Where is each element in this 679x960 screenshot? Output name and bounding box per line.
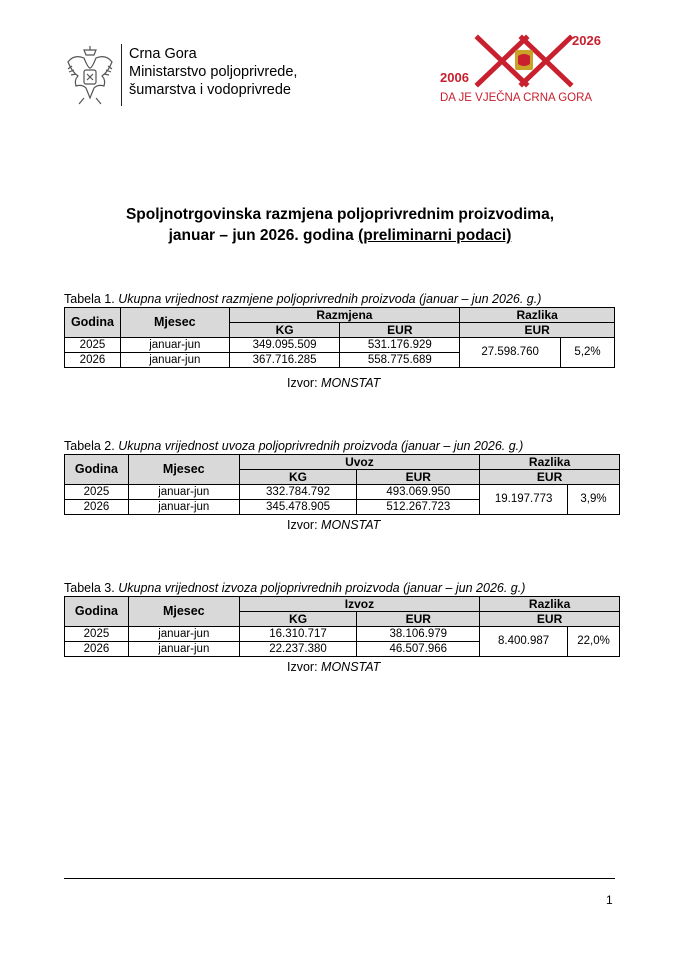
table-3-header-kg: KG	[239, 612, 357, 627]
table-3-header-godina: Godina	[65, 597, 129, 627]
table-1-row2-year: 2026	[65, 353, 121, 368]
table-1-source	[287, 376, 380, 390]
table-2-diff-percent: 3,9%	[568, 485, 620, 515]
table-1-caption	[64, 292, 541, 306]
table-2-header-eur: EUR	[357, 470, 480, 485]
table-row	[65, 627, 620, 642]
table-3-source-name: MONSTAT	[321, 660, 381, 674]
table-1	[64, 307, 615, 368]
table-1-header-razlika: Razlika	[460, 308, 615, 323]
table-3-caption	[64, 581, 525, 595]
table-1-label: Tabela 1.	[64, 292, 115, 306]
jubilee-year-end: 2026	[572, 33, 601, 48]
table-2-header-mjesec: Mjesec	[128, 455, 239, 485]
jubilee-tagline: DA JE VJEČNA CRNA GORA	[440, 92, 593, 104]
ministry-name-line1: Ministarstvo poljoprivrede,	[129, 64, 298, 80]
table-1-source-prefix: Izvor:	[287, 376, 318, 390]
table-2-row2-kg: 345.478.905	[239, 500, 357, 515]
table-1-row1-year: 2025	[65, 338, 121, 353]
table-3-row2-kg: 22.237.380	[239, 642, 357, 657]
table-1-diff-percent: 5,2%	[561, 338, 615, 368]
page-number: 1	[606, 893, 613, 907]
table-2-row1-eur: 493.069.950	[357, 485, 480, 500]
table-2-row1-kg: 332.784.792	[239, 485, 357, 500]
table-3-row1-year: 2025	[65, 627, 129, 642]
table-2-header-godina: Godina	[65, 455, 129, 485]
table-2-row2-eur: 512.267.723	[357, 500, 480, 515]
table-3-header-razlika: Razlika	[480, 597, 620, 612]
document-title	[40, 204, 640, 246]
table-2-source-name: MONSTAT	[321, 518, 381, 532]
table-3-diff-percent: 22,0%	[568, 627, 620, 657]
table-3-row1-month: januar-jun	[128, 627, 239, 642]
ministry-name-line2: šumarstva i vodoprivrede	[129, 82, 291, 98]
table-1-source-name: MONSTAT	[321, 376, 381, 390]
table-row	[65, 338, 615, 353]
jubilee-logo	[438, 30, 610, 108]
table-2-row2-month: januar-jun	[128, 500, 239, 515]
table-2-label: Tabela 2.	[64, 439, 115, 453]
table-3-header-eur: EUR	[357, 612, 480, 627]
table-3-source	[287, 660, 380, 674]
table-1-row1-eur: 531.176.929	[340, 338, 460, 353]
table-3-description: Ukupna vrijednost izvoza poljoprivrednih proizvoda (januar – jun 2026. g.)	[118, 581, 526, 595]
table-1-row2-eur: 558.775.689	[340, 353, 460, 368]
table-1-header-eur: EUR	[340, 323, 460, 338]
ministry-header	[129, 45, 297, 99]
table-3-row2-eur: 46.507.966	[357, 642, 480, 657]
table-3-header-diff-unit: EUR	[480, 612, 620, 627]
table-2-header-diff-unit: EUR	[480, 470, 620, 485]
country-name: Crna Gora	[129, 46, 197, 62]
table-1-header-diff-unit: EUR	[460, 323, 615, 338]
title-period: januar – jun 2026. godina	[168, 227, 354, 244]
table-2-row2-year: 2026	[65, 500, 129, 515]
table-row	[65, 485, 620, 500]
title-line1: Spoljnotrgovinska razmjena poljoprivrednim proizvodima,	[125, 206, 555, 223]
table-1-header-mjesec: Mjesec	[120, 308, 229, 338]
table-3-row2-year: 2026	[65, 642, 129, 657]
table-1-diff-value: 27.598.760	[460, 338, 561, 368]
table-2-source-prefix: Izvor:	[287, 518, 318, 532]
table-1-header-kg: KG	[229, 323, 340, 338]
table-2-row1-year: 2025	[65, 485, 129, 500]
table-2-caption	[64, 439, 523, 453]
header-divider	[121, 44, 122, 106]
table-1-row2-month: januar-jun	[120, 353, 229, 368]
table-1-header-group: Razmjena	[229, 308, 460, 323]
table-2-source	[287, 518, 380, 532]
table-1-header-godina: Godina	[65, 308, 121, 338]
table-2-description: Ukupna vrijednost uvoza poljoprivrednih proizvoda (januar – jun 2026. g.)	[118, 439, 524, 453]
table-3-header-mjesec: Mjesec	[128, 597, 239, 627]
table-2-header-razlika: Razlika	[480, 455, 620, 470]
table-2-row1-month: januar-jun	[128, 485, 239, 500]
table-1-description: Ukupna vrijednost razmjene poljoprivrednih proizvoda (januar – jun 2026. g.)	[118, 292, 542, 306]
table-3-header-group: Izvoz	[239, 597, 480, 612]
table-3-row2-month: januar-jun	[128, 642, 239, 657]
table-3	[64, 596, 620, 657]
table-3-row1-eur: 38.106.979	[357, 627, 480, 642]
table-2	[64, 454, 620, 515]
table-1-row1-kg: 349.095.509	[229, 338, 340, 353]
title-preliminary-note: (preliminarni podaci)	[358, 227, 512, 244]
table-1-row2-kg: 367.716.285	[229, 353, 340, 368]
coat-of-arms-icon	[62, 44, 118, 110]
table-3-label: Tabela 3.	[64, 581, 115, 595]
table-1-row1-month: januar-jun	[120, 338, 229, 353]
jubilee-year-start: 2006	[440, 70, 469, 85]
table-3-source-prefix: Izvor:	[287, 660, 318, 674]
table-2-header-group: Uvoz	[239, 455, 480, 470]
table-3-diff-value: 8.400.987	[480, 627, 568, 657]
footer-divider	[64, 878, 615, 879]
table-2-diff-value: 19.197.773	[480, 485, 568, 515]
table-3-row1-kg: 16.310.717	[239, 627, 357, 642]
title-line2	[40, 225, 640, 246]
table-2-header-kg: KG	[239, 470, 357, 485]
